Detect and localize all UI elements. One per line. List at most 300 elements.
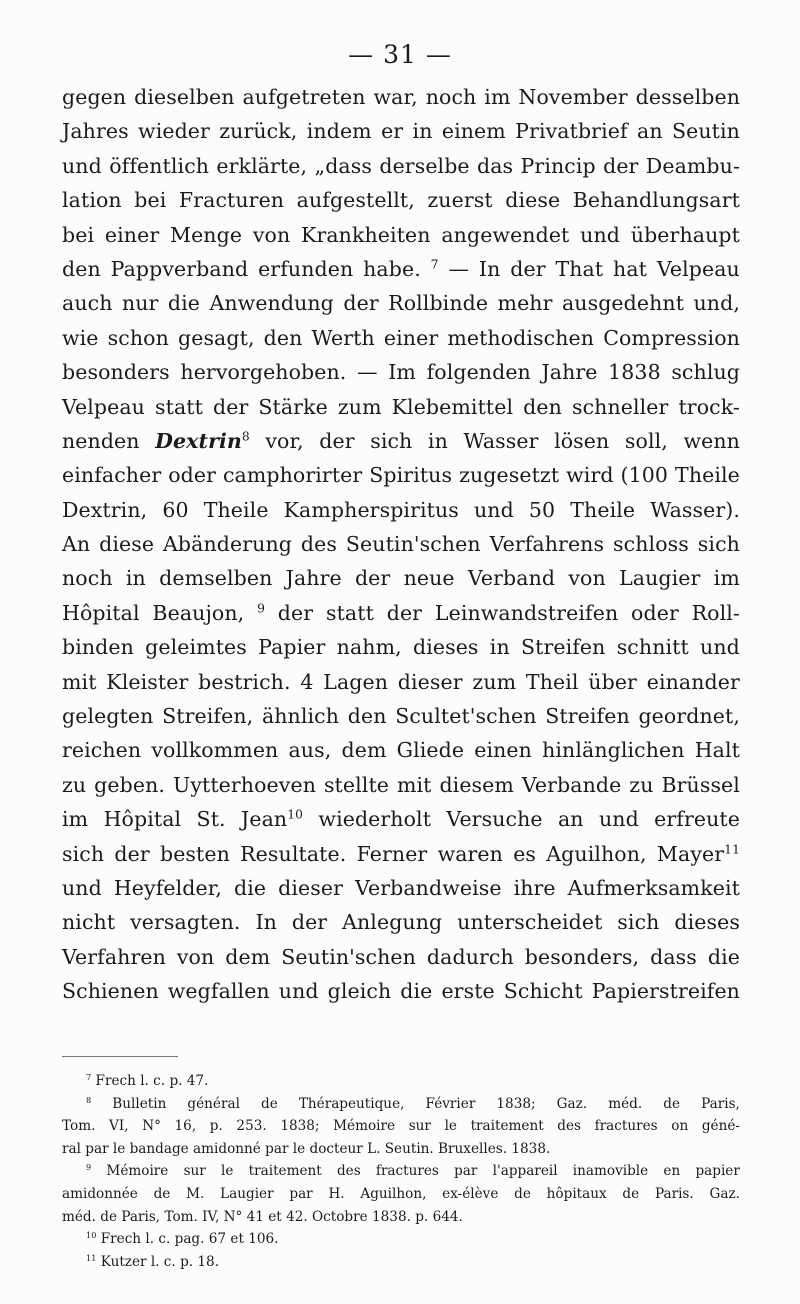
word: zurück, <box>219 119 298 144</box>
word: „dass <box>314 153 372 178</box>
word: den <box>263 325 303 350</box>
text-line <box>62 286 740 320</box>
text-line <box>62 424 740 458</box>
word: Theile <box>203 497 269 522</box>
text-line <box>62 218 740 252</box>
word: wegfallen <box>167 979 270 1004</box>
word: mehr <box>497 291 553 316</box>
footnotes <box>62 1070 740 1273</box>
word: de <box>261 1095 278 1112</box>
word: Streifen <box>520 635 606 660</box>
word: camphorirter <box>222 463 363 488</box>
word: Velpeau <box>656 256 740 281</box>
word: Mémoire <box>106 1163 169 1180</box>
text-line <box>62 630 740 664</box>
word: des <box>557 1118 582 1135</box>
word: von <box>176 944 215 969</box>
word: hat <box>613 256 648 281</box>
word: und <box>62 875 102 900</box>
text-line <box>62 699 740 733</box>
word: es <box>513 841 537 866</box>
word: Seutin <box>671 119 740 144</box>
word: sich <box>62 841 105 866</box>
word: aufgestellt, <box>296 188 415 213</box>
word: der <box>319 428 355 453</box>
word: le <box>444 1118 457 1135</box>
word: Laugier <box>220 1185 274 1202</box>
word: schloss <box>613 532 689 557</box>
word: einer <box>383 325 439 350</box>
word: auch <box>62 291 113 316</box>
word: sich <box>617 910 660 935</box>
word: schneller <box>571 394 669 419</box>
word: derselbe <box>379 153 470 178</box>
word: dieses <box>412 635 479 660</box>
word: im <box>484 85 511 109</box>
footnote-line <box>62 1115 740 1138</box>
word: zugesetzt <box>459 463 560 488</box>
word: der <box>603 153 639 178</box>
word: hervorgehoben. <box>180 360 347 385</box>
word: bei <box>62 222 95 247</box>
word: géné- <box>701 1118 740 1135</box>
text-line <box>62 837 740 871</box>
word: Wasser <box>463 428 539 453</box>
word: Privatbrief <box>515 119 628 144</box>
word: Jahre <box>285 566 342 591</box>
word: Verfahrens <box>489 532 605 557</box>
word: mit <box>396 772 432 797</box>
word: Klebemittel <box>391 394 514 419</box>
word: Halt <box>694 738 740 763</box>
word: wird <box>566 463 614 488</box>
footnote-11: $^{11}$ Kutzer l. c. p. 18. <box>86 1252 220 1270</box>
word: besten <box>159 841 230 866</box>
word: öffentlich <box>109 153 210 178</box>
word: war, <box>373 85 418 109</box>
word: Hôpital <box>103 807 182 832</box>
word: aus, <box>288 738 332 763</box>
word: sur <box>408 1118 431 1135</box>
footnote-line: méd. de Paris, Tom. IV, N° 41 et 42. Octobre 1838. p. 644. <box>62 1208 463 1225</box>
word: der <box>343 291 379 316</box>
word: von <box>252 222 291 247</box>
word: on <box>671 1118 689 1135</box>
text-line <box>62 458 740 492</box>
text-line <box>62 940 740 974</box>
word: und <box>598 807 639 832</box>
word: zum <box>337 394 382 419</box>
word: zu <box>629 772 654 797</box>
word: Spiritus <box>369 463 453 488</box>
word: général <box>187 1095 240 1112</box>
word: lation <box>62 188 122 213</box>
word: bestrich. <box>198 669 291 694</box>
word: amidonnée <box>62 1185 138 1202</box>
word: sich <box>370 428 413 453</box>
word: Rollbinde <box>388 291 489 316</box>
word: Theile <box>675 463 740 488</box>
text-line <box>62 527 740 561</box>
word: mit <box>62 669 97 694</box>
word: Velpeau <box>62 394 145 419</box>
text-line <box>62 733 740 767</box>
word: Scultet'schen <box>395 704 537 729</box>
word: wenn <box>683 428 740 453</box>
word: dadurch <box>426 944 514 969</box>
text-line <box>62 114 740 148</box>
text-line <box>62 768 740 802</box>
word: einem <box>441 119 506 144</box>
word: einander <box>646 669 740 694</box>
word: nicht <box>62 910 116 935</box>
word: vor, <box>265 428 304 453</box>
word: und <box>700 635 740 660</box>
word: den <box>347 704 387 729</box>
word: trock- <box>678 394 740 419</box>
word: Papier <box>258 635 326 660</box>
word: Heyfelder, <box>113 875 223 900</box>
word: Février <box>425 1095 476 1112</box>
word: der <box>510 256 546 281</box>
word: papier <box>695 1163 740 1180</box>
word: Verbandweise <box>354 875 502 900</box>
word: l'appareil <box>492 1163 558 1180</box>
word: Anwendung <box>209 291 334 316</box>
word: (100 <box>620 463 669 488</box>
word: zuerst <box>427 188 493 213</box>
word: 50 <box>528 497 556 522</box>
word: That <box>555 256 604 281</box>
word: erfreute <box>654 807 740 832</box>
footnote-9 <box>62 1160 740 1183</box>
word: reichen <box>62 738 142 763</box>
word: Hôpital <box>62 600 140 625</box>
word: 253. <box>236 1118 267 1135</box>
text-line <box>62 252 740 286</box>
text-line <box>62 321 740 355</box>
text-line <box>62 390 740 424</box>
word: habe. <box>363 256 421 281</box>
word: geleimtes <box>145 635 247 660</box>
word: Pappverband <box>110 256 249 281</box>
word: Menge <box>169 222 243 247</box>
word: und, <box>693 291 740 316</box>
word: nur <box>121 291 159 316</box>
word: méd. <box>608 1095 643 1112</box>
word: des <box>336 1163 361 1180</box>
footnote-7: $^7$ Frech l. c. p. 47. <box>86 1072 209 1089</box>
word: traitement <box>248 1163 322 1180</box>
word: er <box>381 119 404 144</box>
word: in <box>489 635 510 660</box>
footnote-8 <box>62 1093 740 1116</box>
word: geordnet, <box>638 704 740 729</box>
word: M. <box>186 1185 205 1202</box>
word: In <box>255 910 277 935</box>
word: Jahres <box>62 119 129 144</box>
word: dem <box>225 944 271 969</box>
word: oder <box>631 600 679 625</box>
word: hinlänglichen <box>542 738 685 763</box>
dextrin-emphasis: Dextrin$^8$ <box>155 428 250 453</box>
word: 1838; <box>280 1118 320 1135</box>
word: Laugier <box>619 566 701 591</box>
word: wiederholt <box>318 807 432 832</box>
word: de <box>622 1185 640 1202</box>
word: Brüssel <box>661 772 740 797</box>
word: — <box>448 256 470 281</box>
word: schon <box>107 325 169 350</box>
word: Aguilhon, <box>360 1185 427 1202</box>
word: Aguilhon, <box>546 841 647 866</box>
word: 16, <box>174 1118 197 1135</box>
text-line <box>62 183 740 217</box>
word: methodischen <box>447 325 595 350</box>
word: fractures <box>375 1163 439 1180</box>
word: ihre <box>513 875 556 900</box>
word: ex-élève <box>442 1185 499 1202</box>
word: Papierstreifen <box>591 979 740 1004</box>
word: noch <box>62 566 113 591</box>
word: diesem <box>439 772 514 797</box>
word: Dextrin, <box>62 497 148 522</box>
word: 4 <box>300 669 314 694</box>
word: Princip <box>520 153 596 178</box>
word: Kleister <box>106 669 189 694</box>
footnote-ref-7: 7 <box>430 257 439 272</box>
footnote-divider <box>62 1056 178 1057</box>
word: überhaupt <box>630 222 740 247</box>
word: der <box>386 600 423 625</box>
text-line <box>62 905 740 939</box>
text-line <box>62 871 740 905</box>
word: bei <box>134 188 167 213</box>
text-line <box>62 561 740 595</box>
word: ähnlich <box>261 704 340 729</box>
word: wieder <box>138 119 210 144</box>
word: wie <box>62 325 99 350</box>
word: angewendet <box>441 222 570 247</box>
word: p. <box>209 1118 223 1135</box>
word: H. <box>328 1185 345 1202</box>
text-line <box>62 80 740 114</box>
word: Seutin'schen <box>345 532 481 557</box>
footnote-number: 9 <box>86 1162 92 1173</box>
word: VI, <box>109 1118 129 1135</box>
word: Kampherspiritus <box>283 497 459 522</box>
word: Ferner <box>356 841 428 866</box>
word: der <box>114 841 150 866</box>
word: einer <box>104 222 160 247</box>
word: fractures <box>594 1118 658 1135</box>
word-with-ref: Jean$^{10}$ <box>241 807 304 832</box>
word: Streifen <box>545 704 630 729</box>
word: geben. <box>94 772 165 797</box>
text-line <box>62 596 740 630</box>
word: und <box>62 153 102 178</box>
word: nahm, <box>336 635 402 660</box>
word: des <box>300 532 337 557</box>
word: und <box>580 222 621 247</box>
word: vollkommen <box>151 738 279 763</box>
word: 1838; <box>496 1095 536 1112</box>
word: gesagt, <box>177 325 255 350</box>
text-line <box>62 149 740 183</box>
word: Krankheiten <box>301 222 431 247</box>
word: Beaujon, <box>152 600 245 625</box>
word: dem <box>341 738 387 763</box>
word: Werth <box>311 325 375 350</box>
footnote-10: $^{10}$ Frech l. c. pag. 67 et 106. <box>86 1230 279 1248</box>
word: de <box>514 1185 531 1202</box>
word: aufgetreten <box>242 85 366 109</box>
word: traitement <box>470 1118 544 1135</box>
word: Im <box>388 360 416 385</box>
word: erste <box>441 979 495 1004</box>
word: besonders <box>62 360 170 385</box>
word: 1838 <box>608 360 661 385</box>
word: hôpitaux <box>546 1185 607 1202</box>
word: und <box>278 979 319 1004</box>
word: Wasser). <box>650 497 740 522</box>
word: Seutin'schen <box>281 944 416 969</box>
word: im <box>713 566 740 591</box>
word: Behandlungsart <box>572 188 740 213</box>
word: der <box>277 600 314 625</box>
text-line <box>62 974 740 1008</box>
word: dass <box>650 944 697 969</box>
word: dieselben <box>134 85 235 109</box>
word: Verband <box>467 566 556 591</box>
word: demselben <box>159 566 273 591</box>
word: erklärte, <box>216 153 308 178</box>
word: Aufmerksamkeit <box>567 875 740 900</box>
word: N° <box>142 1118 161 1135</box>
word: Tom. <box>62 1118 96 1135</box>
word: in <box>125 566 146 591</box>
word: de <box>153 1185 171 1202</box>
word: zu <box>62 772 87 797</box>
word: In <box>478 256 501 281</box>
word: Verbande <box>521 772 622 797</box>
word: Fracturen <box>178 188 285 213</box>
word: die <box>234 875 267 900</box>
word: neue <box>403 566 455 591</box>
word: diese <box>99 532 155 557</box>
word: gegen <box>62 85 127 109</box>
word: an <box>637 119 663 144</box>
word: diese <box>505 188 561 213</box>
word: Paris. <box>654 1185 694 1202</box>
word: Leinwandstreifen <box>434 600 619 625</box>
word: der <box>354 566 391 591</box>
word: Compression <box>603 325 740 350</box>
word: der <box>291 910 328 935</box>
footnote-line: ral par le bandage amidonné par le docteur L. Seutin. Bruxelles. 1838. <box>62 1140 551 1157</box>
word: und <box>473 497 514 522</box>
word: oder <box>168 463 216 488</box>
word: An <box>62 532 91 557</box>
word: die <box>400 979 433 1004</box>
word: par <box>289 1185 313 1202</box>
word: desselben <box>635 85 740 109</box>
word: schlug <box>671 360 740 385</box>
word: der <box>213 394 249 419</box>
word: gleich <box>327 979 392 1004</box>
word: indem <box>306 119 372 144</box>
word: über <box>588 669 637 694</box>
word: St. <box>196 807 226 832</box>
word: Uytterhoeven <box>172 772 316 797</box>
word: sich <box>697 532 740 557</box>
word: Gaz. <box>556 1095 588 1112</box>
word: inamovible <box>572 1163 649 1180</box>
word: noch <box>425 85 477 109</box>
word: Versuche <box>446 807 543 832</box>
word: im <box>62 807 89 832</box>
word: statt <box>325 600 374 625</box>
word: gelegten <box>62 704 154 729</box>
word: stellte <box>323 772 390 797</box>
word: in <box>412 119 433 144</box>
word: zum <box>472 669 517 694</box>
word: Roll- <box>691 600 740 625</box>
word: Paris, <box>701 1095 740 1112</box>
word: Thérapeutique, <box>298 1095 405 1112</box>
word: en <box>663 1163 681 1180</box>
word-with-ref: Mayer$^{11}$ <box>656 841 740 866</box>
page-number: — 31 — <box>348 40 452 69</box>
word: unterscheidet <box>457 910 603 935</box>
word: waren <box>437 841 503 866</box>
word: Verfahren <box>62 944 166 969</box>
word: — <box>357 360 378 385</box>
word: de <box>663 1095 680 1112</box>
word: Deambu- <box>645 153 740 178</box>
word: die <box>707 944 740 969</box>
word: den <box>523 394 562 419</box>
word: folgenden <box>426 360 531 385</box>
footnote-ref-9: 9 <box>257 601 265 616</box>
word: Gliede <box>396 738 465 763</box>
word: einen <box>474 738 532 763</box>
word: in <box>427 428 448 453</box>
word: Schicht <box>503 979 583 1004</box>
word: Gaz. <box>709 1185 740 1202</box>
word: Resultate. <box>240 841 347 866</box>
word: versagten. <box>130 910 241 935</box>
word: dieses <box>674 910 740 935</box>
word: schnitt <box>616 635 689 660</box>
word: Schienen <box>62 979 159 1004</box>
word: November <box>518 85 628 109</box>
word: erfunden <box>258 256 354 281</box>
word: Bulletin <box>112 1095 167 1112</box>
word: Mémoire <box>333 1118 396 1135</box>
body-text <box>62 80 740 1009</box>
word: einfacher <box>62 463 162 488</box>
word: sur <box>183 1163 206 1180</box>
text-line <box>62 355 740 389</box>
word: statt <box>155 394 203 419</box>
word: Lagen <box>323 669 389 694</box>
word: den <box>62 256 101 281</box>
word: par <box>454 1163 478 1180</box>
word: die <box>167 291 201 316</box>
text-line <box>62 493 740 527</box>
word: dieser <box>397 669 463 694</box>
